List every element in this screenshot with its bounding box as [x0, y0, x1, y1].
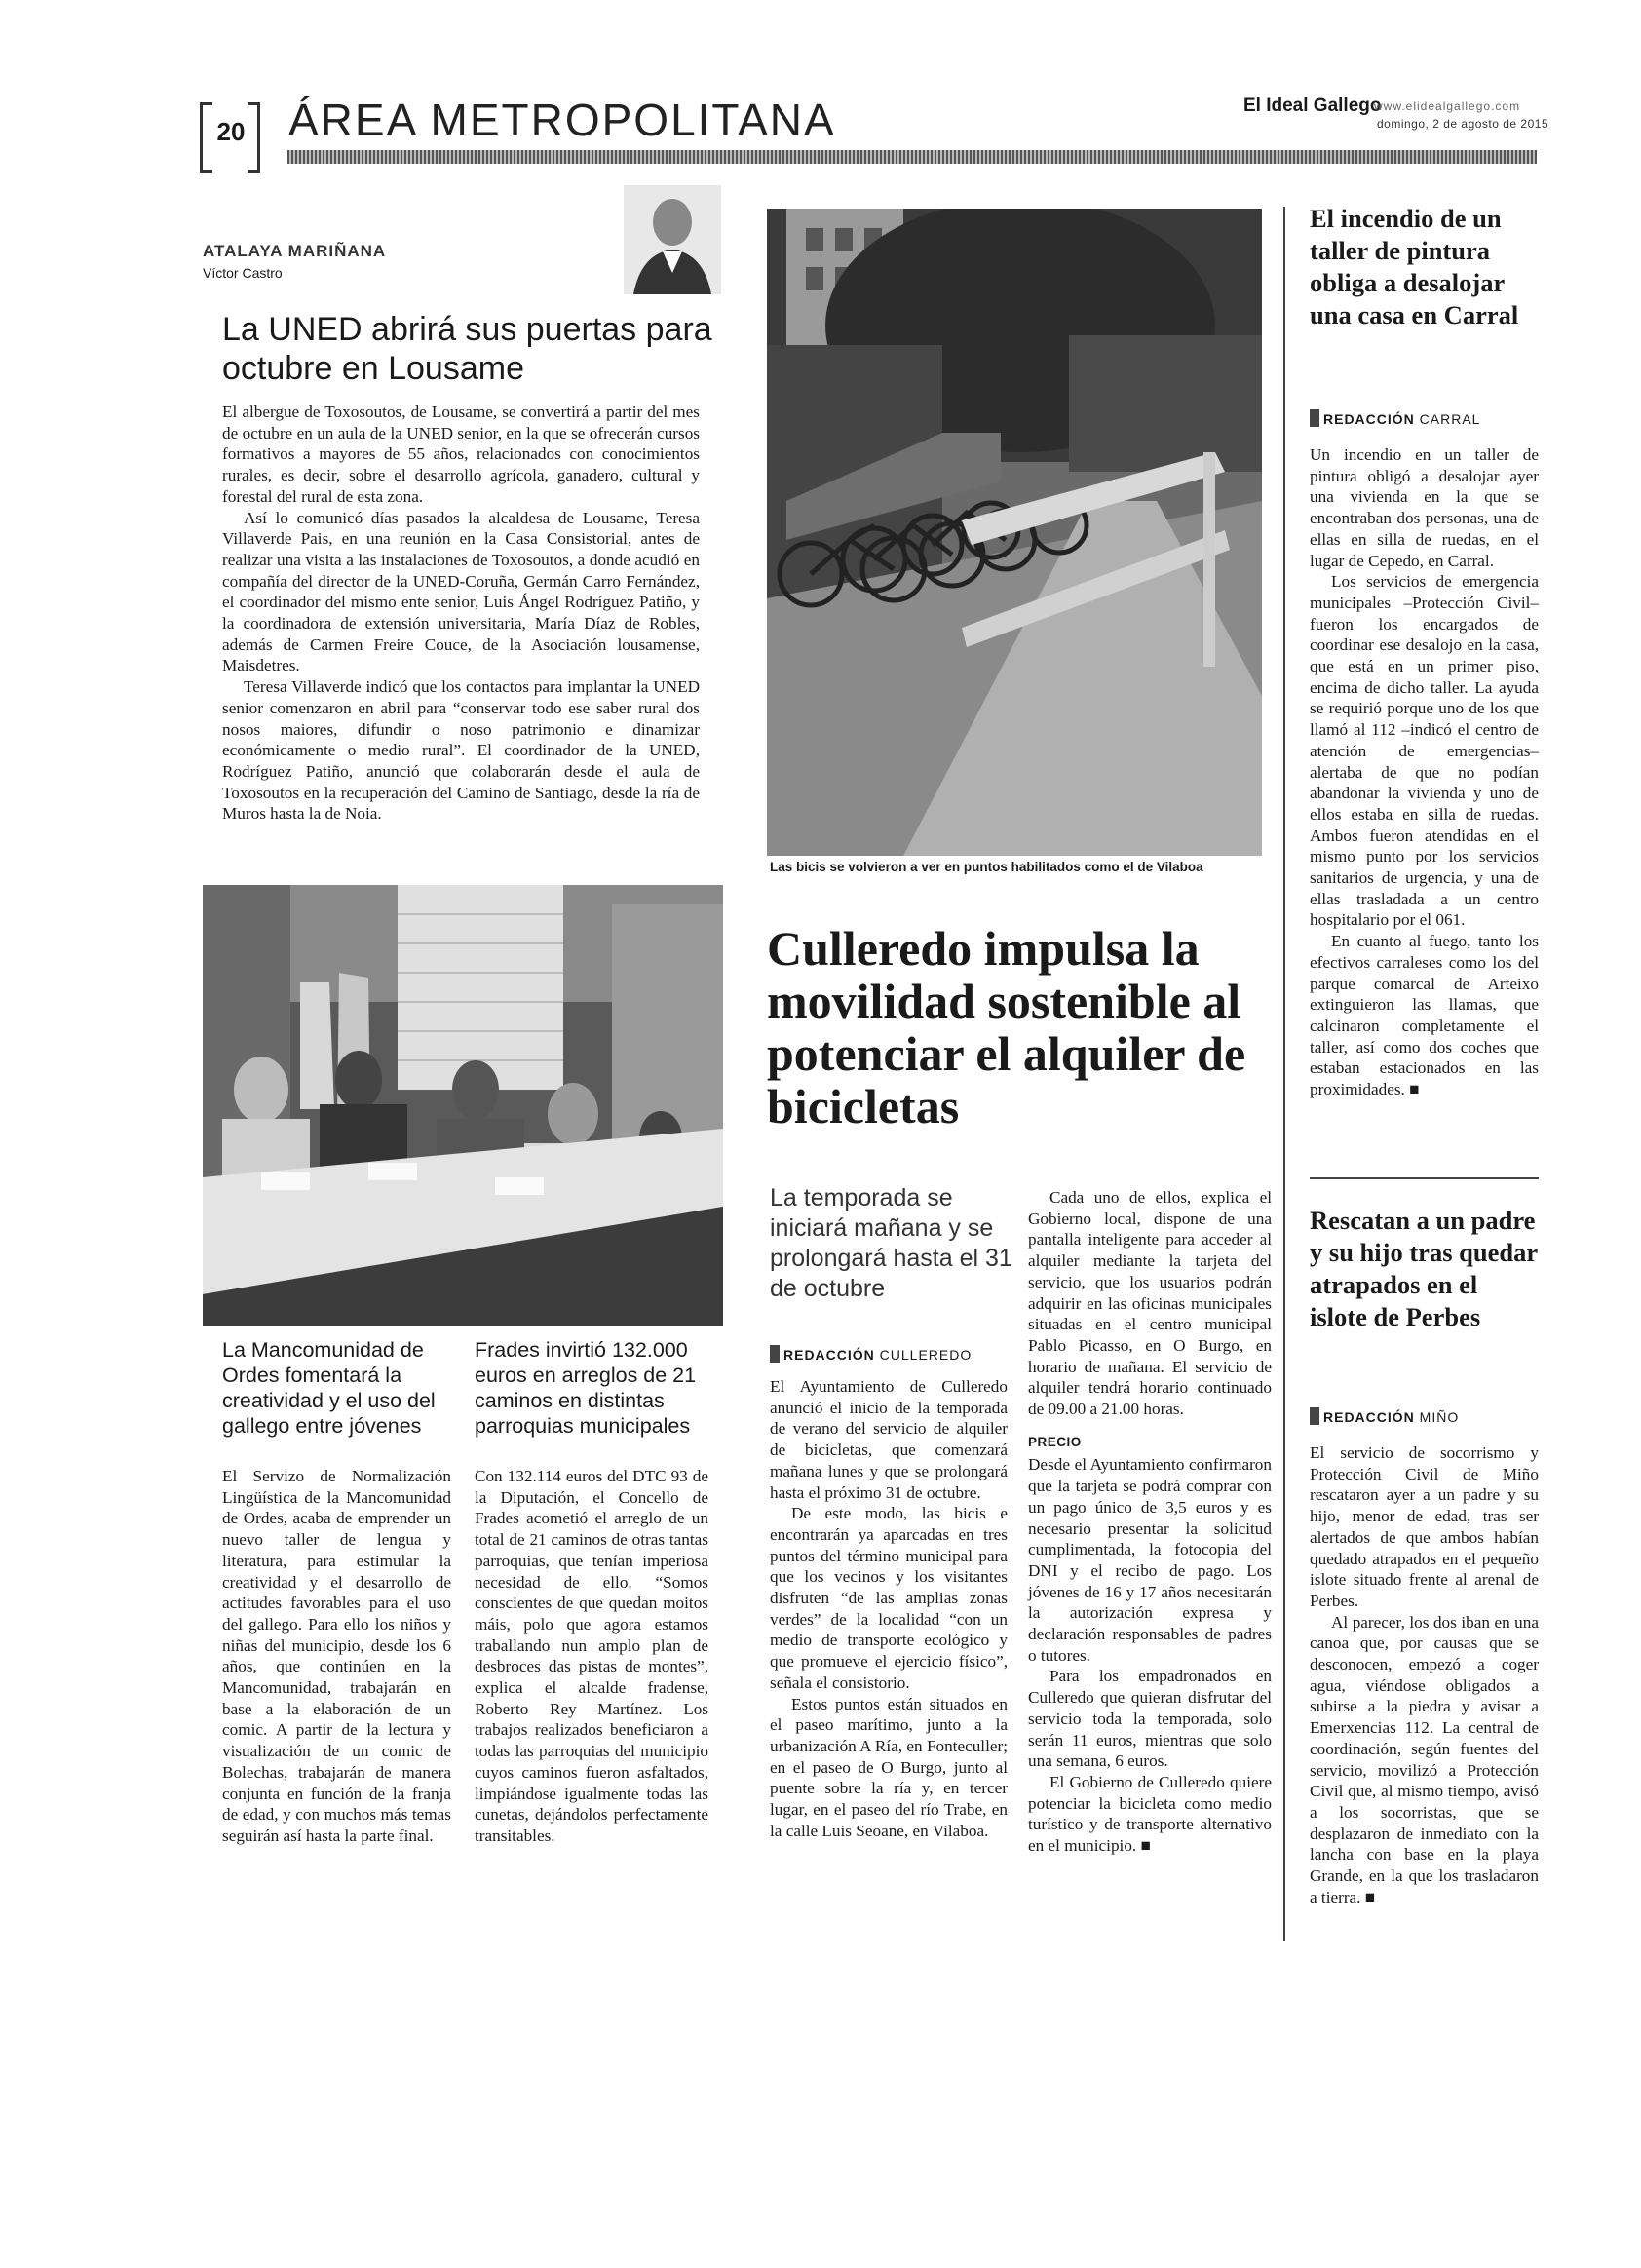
uned-paragraph: El albergue de Toxosoutos, de Lousame, se convertirá a partir del mes de octubre en un aula de la UNED senior, en la que se ofrecerán cursos formativos a mayores de 55 años, relacionados con conocimientos rurales, es decir, sobre el desarrollo agrícola, ganadero, cultural y forestal del rural de esta zona. [222, 403, 700, 506]
uned-paragraph: Así lo comunicó días pasados la alcaldesa de Lousame, Teresa Villaverde Pais, en una reunión en la Casa Consistorial, antes de realizar una visita a las instalaciones de Toxosoutos, a donde acudió en compañía del director de la UNED-Coruña, Germán Carro Fernández, el coordinador del mismo ente senior, Luis Ángel Rodríguez Patiño, y la coordinadora de extensión universitaria, María Díaz de Robles, además de Carmen Freire Couce, de la Asociación lousamense, Maisdetres. [222, 508, 700, 675]
date-line: domingo, 2 de agosto de 2015 [1377, 117, 1549, 131]
header-rule [287, 150, 1537, 164]
uned-headline: La UNED abrirá sus puertas para octubre en Lousame [222, 311, 712, 387]
byline-place: CULLEREDO [879, 1347, 973, 1363]
carral-paragraph: Los servicios de emergencia municipales –Protección Civil– fueron los encargados de coordinar ese desalojo en la casa, que está en un primer piso, encima de dicho taller. La ayuda se requirió porque uno de los que llamó al 112 –indicó el centro de atención de emergencias– alertaba de que no podían abandonar la vivienda y uno de ellos estaba en silla de ruedas. Ambos fueron atendidas en el mismo punto por los servicios sanitarios de urgencia, y una de ellas trasladada a un centro hospitalario por el 061. [1310, 572, 1539, 930]
culleredo-paragraph: El Gobierno de Culleredo quiere potenciar la bicicleta como medio turístico y de transporte alternativo en el municipio. ■ [1028, 1772, 1272, 1856]
column-divider [1283, 207, 1285, 1941]
byline-place: CARRAL [1419, 411, 1481, 427]
bike-photo-caption: Las bicis se volvieron a ver en puntos habilitados como el de Vilaboa [770, 860, 1203, 874]
author-portrait [624, 185, 721, 294]
perbes-headline: Rescatan a un padre y su hijo tras quedar atrapados en el islote de Perbes [1310, 1206, 1538, 1331]
perbes-paragraph: Al parecer, los dos iban en una canoa que, por causas que se desconocen, empezó a coger agua, viéndose obligados a subirse a la piedra y avisar a Emerxencias 112. La central de coordinación, según fuentes del servicio, movilizó a Protección Civil que, al mismo tiempo, avisó a los socorristas, que se desplazaron de inmediato con la lancha con base en la playa Grande, en la que los trasladaron a tierra. ■ [1310, 1612, 1539, 1906]
carral-headline: El incendio de un taller de pintura obliga a desalojar una casa en Carral [1310, 204, 1519, 329]
mancomunidad-headline: La Mancomunidad de Ordes fomentará la creatividad y el uso del gallego entre jóvenes [222, 1338, 436, 1438]
frades-body [475, 1466, 708, 1847]
culleredo-subhead [770, 1183, 1023, 1304]
section-divider [1310, 1177, 1539, 1179]
frades-headline: Frades invirtió 132.000 euros en arreglos de 21 caminos en distintas parroquias municipales [475, 1338, 697, 1438]
culleredo-col1 [770, 1376, 1008, 1841]
culleredo-paragraph: Para los empadronados en Culleredo que quieran disfrutar del servicio toda la temporada, solo serán 11 euros, mientras que solo una semana, 6 euros. [1028, 1667, 1272, 1771]
uned-paragraph: Teresa Villaverde indicó que los contactos para implantar la UNED senior comenzaron en abril para “conservar todo ese saber rural dos nosos maiores, difundir o noso patrimonio e dinamizar económicamente o medio rural”. El coordinador de la UNED, Rodríguez Patiño, anunció que colaborarán desde el aula de Toxosoutos en la recuperación del Camino de Santiago, desde la ría de Muros hasta la de Noia. [222, 677, 700, 824]
byline-label: REDACCIÓN [1323, 411, 1415, 427]
byline-label: REDACCIÓN [783, 1347, 875, 1363]
website: www.elidealgallego.com [1374, 99, 1521, 113]
culleredo-col2 [1028, 1187, 1272, 1857]
uned-body [222, 402, 700, 825]
page-number: 20 [216, 117, 246, 146]
carral-paragraph: En cuanto al fuego, tanto los efectivos carraleses como los del parque comarcal de Arteixo extinguieron las llamas, que calcinaron completamente el taller, así como dos coches que estaban estacionados en las proximidades. ■ [1310, 932, 1539, 1099]
carral-byline [1310, 409, 1480, 427]
frades-paragraph: Con 132.114 euros del DTC 93 de la Diputación, el Concello de Frades acometió el arreglo de un total de 21 caminos de otras tantas parroquias, que tenían imperiosa necesidad de ello. “Somos conscientes de que quedan moitos máis, polo que agora estamos traballando nun amplo plan de desbroces das pistas de montes”, explica el alcalde fradense, Roberto Rey Martínez. Los trabajos realizados beneficiaron a todas las parroquias del municipio cuyos caminos fueron asfaltados, limpiándose igualmente todas las cunetas, dejándolos perfectamente transitables. [475, 1467, 708, 1845]
culleredo-paragraph: Estos puntos están situados en el paseo marítimo, junto a la urbanización A Ría, en Fonteculler; en el paseo de O Burgo, junto al puente sobre la ría y, en tercer lugar, en el paseo del río Trabe, en la calle Luis Seoane, en Vilaboa. [770, 1694, 1008, 1840]
masthead: El Ideal Gallego [1243, 96, 1382, 116]
bike-photo [767, 209, 1262, 856]
culleredo-byline [770, 1345, 972, 1363]
perbes-byline [1310, 1407, 1459, 1425]
perbes-body [1310, 1442, 1539, 1907]
culleredo-subsection: PRECIO [1028, 1434, 1082, 1449]
culleredo-paragraph: Cada uno de ellos, explica el Gobierno local, dispone de una pantalla inteligente para acceder al alquiler mediante la tarjeta del servicio, que los usuarios podrán adquirir en las oficinas municipales situadas en el centro municipal Pablo Picasso, en O Burgo, en horario de mañana. El servicio de alquiler tendrá horario continuado de 09.00 a 21.00 horas. [1028, 1188, 1272, 1419]
byline-place: MIÑO [1419, 1409, 1460, 1425]
culleredo-paragraph: Desde el Ayuntamiento confirmaron que la tarjeta se podrá comprar con un pago único de 3,5 euros y es necesario presentar la solicitud cumplimentada, la fotocopia del DNI y el recibo de pago. Los jóvenes de 16 y 17 años necesitarán la autorización expresa y declaración responsables de padres o tutores. [1028, 1455, 1272, 1665]
meeting-photo [203, 885, 723, 1326]
column-label: ATALAYA MARIÑANA [203, 242, 387, 260]
culleredo-paragraph: El Ayuntamiento de Culleredo anunció el inicio de la temporada de verano del servicio de alquiler de bicicletas, que comenzará mañana lunes y que se prolongará hasta el próximo 31 de octubre. [770, 1377, 1008, 1502]
section-title: ÁREA METROPOLITANA [288, 95, 836, 145]
carral-paragraph: Un incendio en un taller de pintura obligó a desalojar ayer una vivienda en la que se encontraban dos personas, una de ellas en silla de ruedas, en el lugar de Cepedo, en Carral. [1310, 445, 1539, 570]
perbes-paragraph: El servicio de socorrismo y Protección Civil de Miño rescataron ayer a un padre y su hijo, menor de edad, tras ser alertados de que ambos habían quedado atrapados en el pequeño islote situado frente al arenal de Perbes. [1310, 1443, 1539, 1610]
mancomunidad-body [222, 1466, 451, 1847]
byline-label: REDACCIÓN [1323, 1409, 1415, 1425]
mancomunidad-paragraph: El Servizo de Normalización Lingüística de la Mancomunidad de Ordes, acaba de emprender un nuevo taller de lengua y literatura, para estimular la creatividad y el desarrollo de actitudes favorables para el uso del gallego. Para ello los niños y niñas del municipio, desde los 6 años, que continúen en la Mancomunidad, trabajarán en base a la elaboración de un comic. A partir de la lectura y visualización de un comic de Bolechas, trabajarán de manera conjunta en función de la franja de edad, y con muchos más temas seguirán así hasta la parte final. [222, 1467, 451, 1845]
carral-body [1310, 444, 1539, 1100]
culleredo-headline: Culleredo impulsa la movilidad sostenible al potenciar el alquiler de bicicletas [767, 921, 1246, 1134]
culleredo-subhead-text: La temporada se iniciará mañana y se prolongará hasta el 31 de octubre [770, 1184, 1012, 1302]
column-author: Víctor Castro [203, 265, 283, 281]
culleredo-paragraph: De este modo, las bicis e encontrarán ya aparcadas en tres puntos del término municipal para que los vecinos y los visitantes disfruten “de las amplias zonas verdes” de la localidad “con un medio de transporte ecológico y que promueve el ejercicio físico”, señala el consistorio. [770, 1504, 1008, 1692]
